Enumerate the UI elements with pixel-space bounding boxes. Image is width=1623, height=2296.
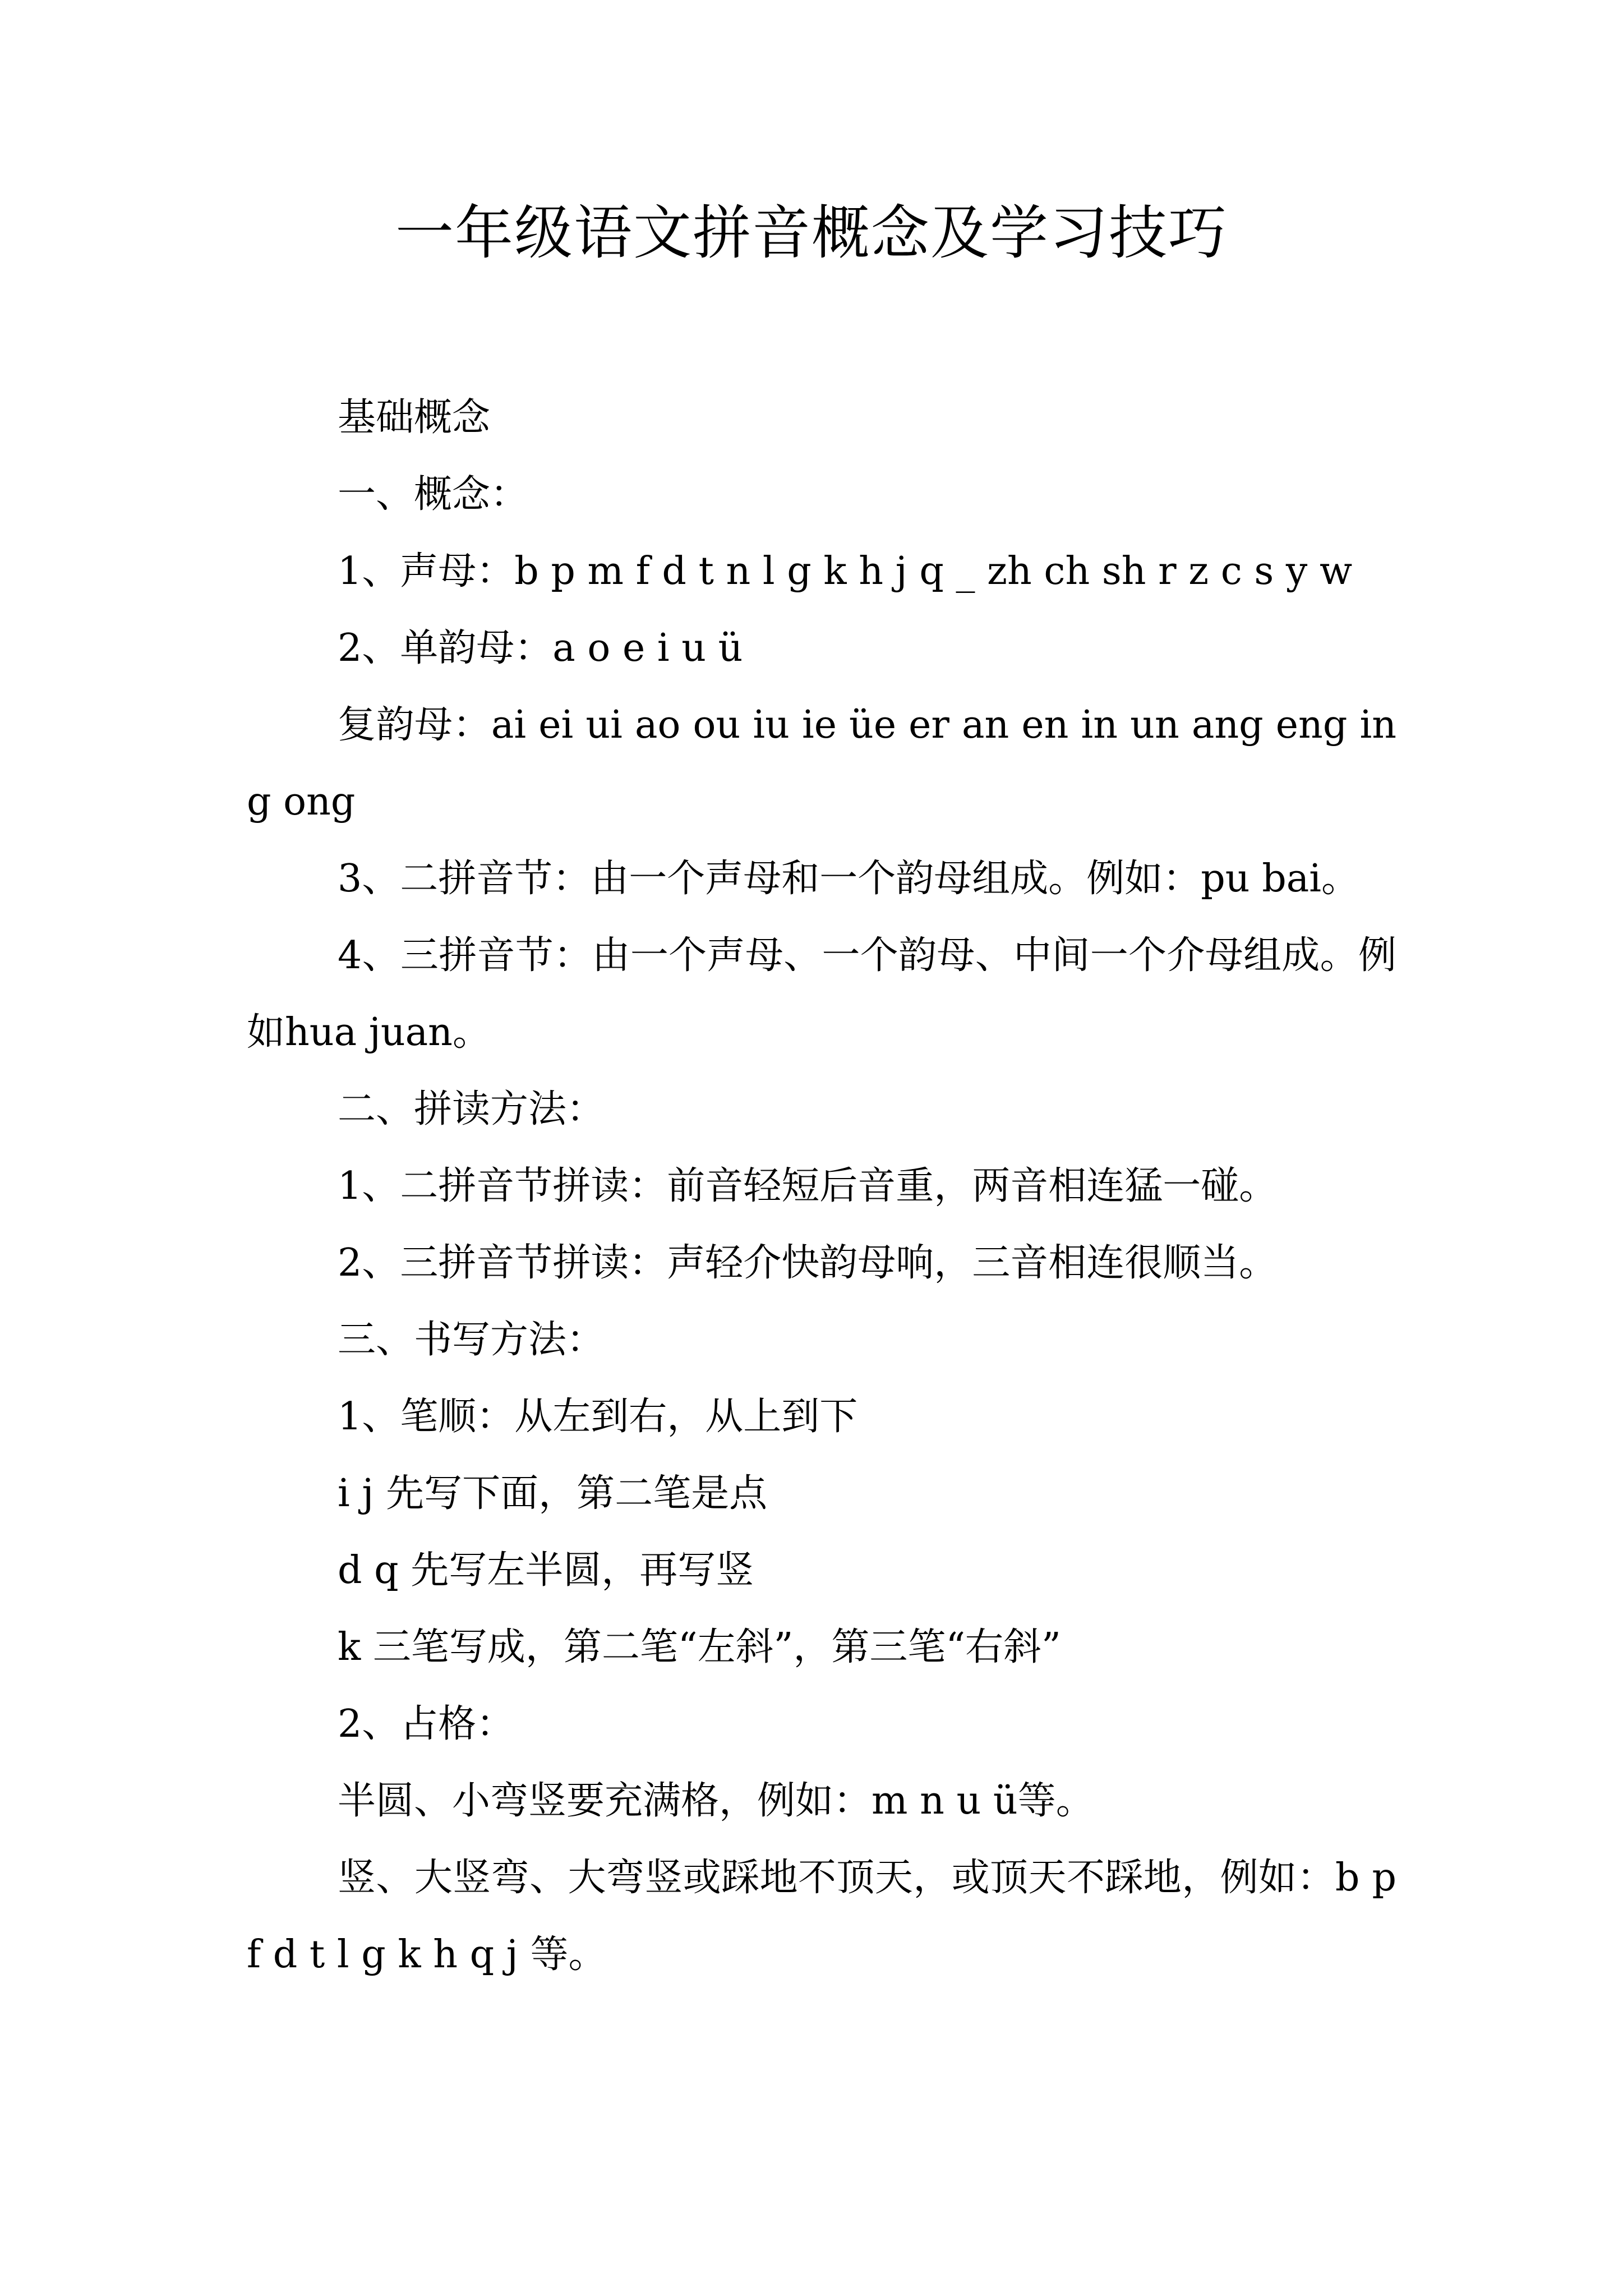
paragraph-three-part-syllable: 4、三拼音节：由一个声母、一个韵母、中间一个介母组成。例如hua juan。 <box>247 933 1396 1055</box>
paragraph-dq: d q 先写左半圆，再写竖 <box>338 1548 754 1593</box>
paragraph-reading-three-part: 2、三拼音节拼读：声轻介快韵母响，三音相连很顺当。 <box>338 1241 1278 1285</box>
paragraph-vertical-strokes: 竖、大竖弯、大弯竖或踩地不顶天，或顶天不踩地，例如：b p f d t l g k h q j 等。 <box>247 1856 1396 1977</box>
paragraph-reading-two-part: 1、二拼音节拼读：前音轻短后音重，两音相连猛一碰。 <box>338 1164 1278 1208</box>
paragraph-simple-finals: 2、单韵母：a o e i u ü <box>338 626 743 670</box>
document-body <box>247 379 1396 1993</box>
section-heading-concepts: 一、概念： <box>338 472 529 517</box>
section-heading-writing: 三、书写方法： <box>338 1318 605 1362</box>
paragraph-compound-finals: 复韵母：ai ei ui ao ou iu ie üe er an en in un ang eng ing ong <box>247 703 1396 824</box>
paragraph-grid-position: 2、占格： <box>338 1702 515 1746</box>
paragraph-stroke-order: 1、笔顺：从左到右，从上到下 <box>338 1395 858 1439</box>
paragraph-k: k 三笔写成，第二笔“左斜”，第三笔“右斜” <box>338 1625 1061 1669</box>
paragraph-ij: i j 先写下面，第二笔是点 <box>338 1471 768 1516</box>
paragraph-two-part-syllable: 3、二拼音节：由一个声母和一个韵母组成。例如：pu bai。 <box>338 857 1360 901</box>
section-heading-basics: 基础概念 <box>338 395 491 440</box>
section-heading-reading: 二、拼读方法： <box>338 1087 605 1131</box>
paragraph-half-circle: 半圆、小弯竖要充满格，例如：m n u ü等。 <box>338 1779 1094 1823</box>
paragraph-initials: 1、声母：b p m f d t n l g k h j q _ zh ch sh r z c s y w <box>338 549 1353 593</box>
document-title: 一年级语文拼音概念及学习技巧 <box>395 199 1228 267</box>
